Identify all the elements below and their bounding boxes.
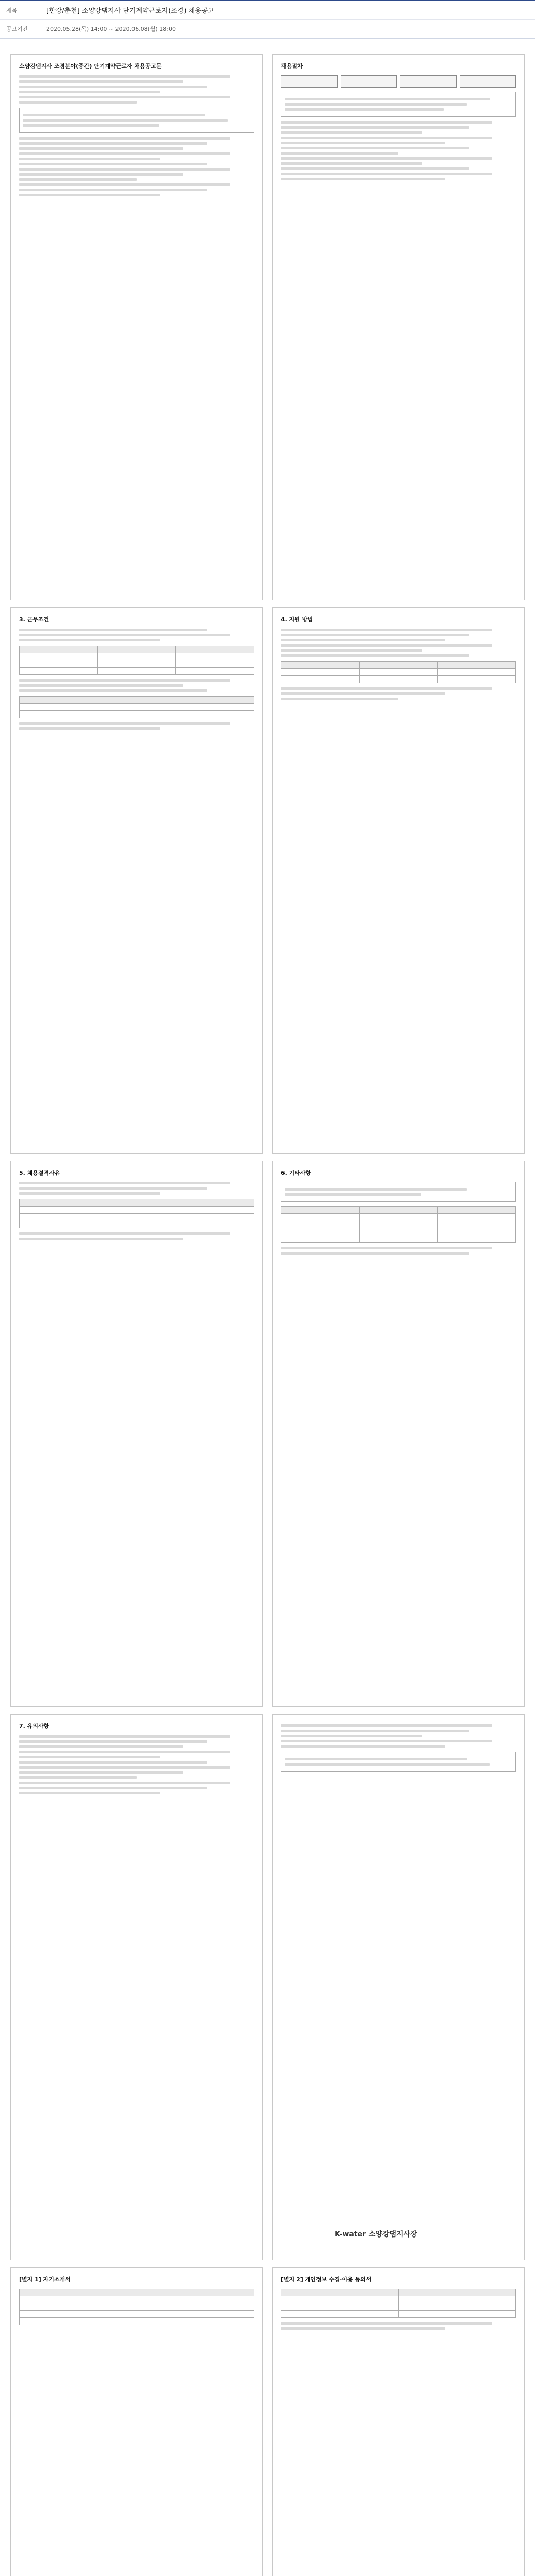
sheet-p4-left (10, 1714, 263, 2260)
page-2 (10, 607, 525, 1154)
sheet-title: [별지 1] 자기소개서 (19, 2276, 71, 2283)
sheet-title: 채용절차 (281, 63, 303, 70)
period-row (0, 20, 535, 38)
sheet-title: [별지 2] 개인정보 수집·이용 동의서 (281, 2276, 372, 2283)
notice-title: [한강/춘천] 소양강댐지사 단기계약근로자(조경) 채용공고 (46, 7, 214, 15)
document-viewer[interactable] (0, 39, 535, 2576)
sheet-p2-right (272, 607, 525, 1154)
sheet-p5-left (10, 2267, 263, 2576)
notice-period: 2020.05.28(목) 14:00 ~ 2020.06.08(월) 18:00 (46, 25, 176, 32)
sheet-title: 소양강댐지사 조경분야(중간) 단기계약근로자 채용공고문 (19, 63, 162, 70)
sheet-p2-left (10, 607, 263, 1154)
sheet-title: 4. 지원 방법 (281, 616, 313, 623)
sheet-p3-right (272, 1161, 525, 1707)
sheet-title: 6. 기타사항 (281, 1170, 311, 1176)
sheet-p4-right (272, 1714, 525, 2260)
page-1 (10, 54, 525, 600)
sheet-p5-right (272, 2267, 525, 2576)
sheet-p3-left (10, 1161, 263, 1707)
title-label: 제목 (6, 7, 18, 14)
page-5 (10, 2267, 525, 2576)
sheet-title: 3. 근무조건 (19, 616, 49, 623)
organization-logo: K-water 소양강댐지사장 (335, 2230, 417, 2239)
notice-header (0, 0, 535, 39)
page-3 (10, 1161, 525, 1707)
sheet-p1-left (10, 54, 263, 600)
page-4 (10, 1714, 525, 2260)
period-label: 공고기간 (6, 25, 28, 32)
sheet-title: 5. 채용결격사유 (19, 1170, 60, 1176)
sheet-title: 7. 유의사항 (19, 1723, 49, 1730)
sheet-p1-right (272, 54, 525, 600)
title-row (0, 1, 535, 20)
